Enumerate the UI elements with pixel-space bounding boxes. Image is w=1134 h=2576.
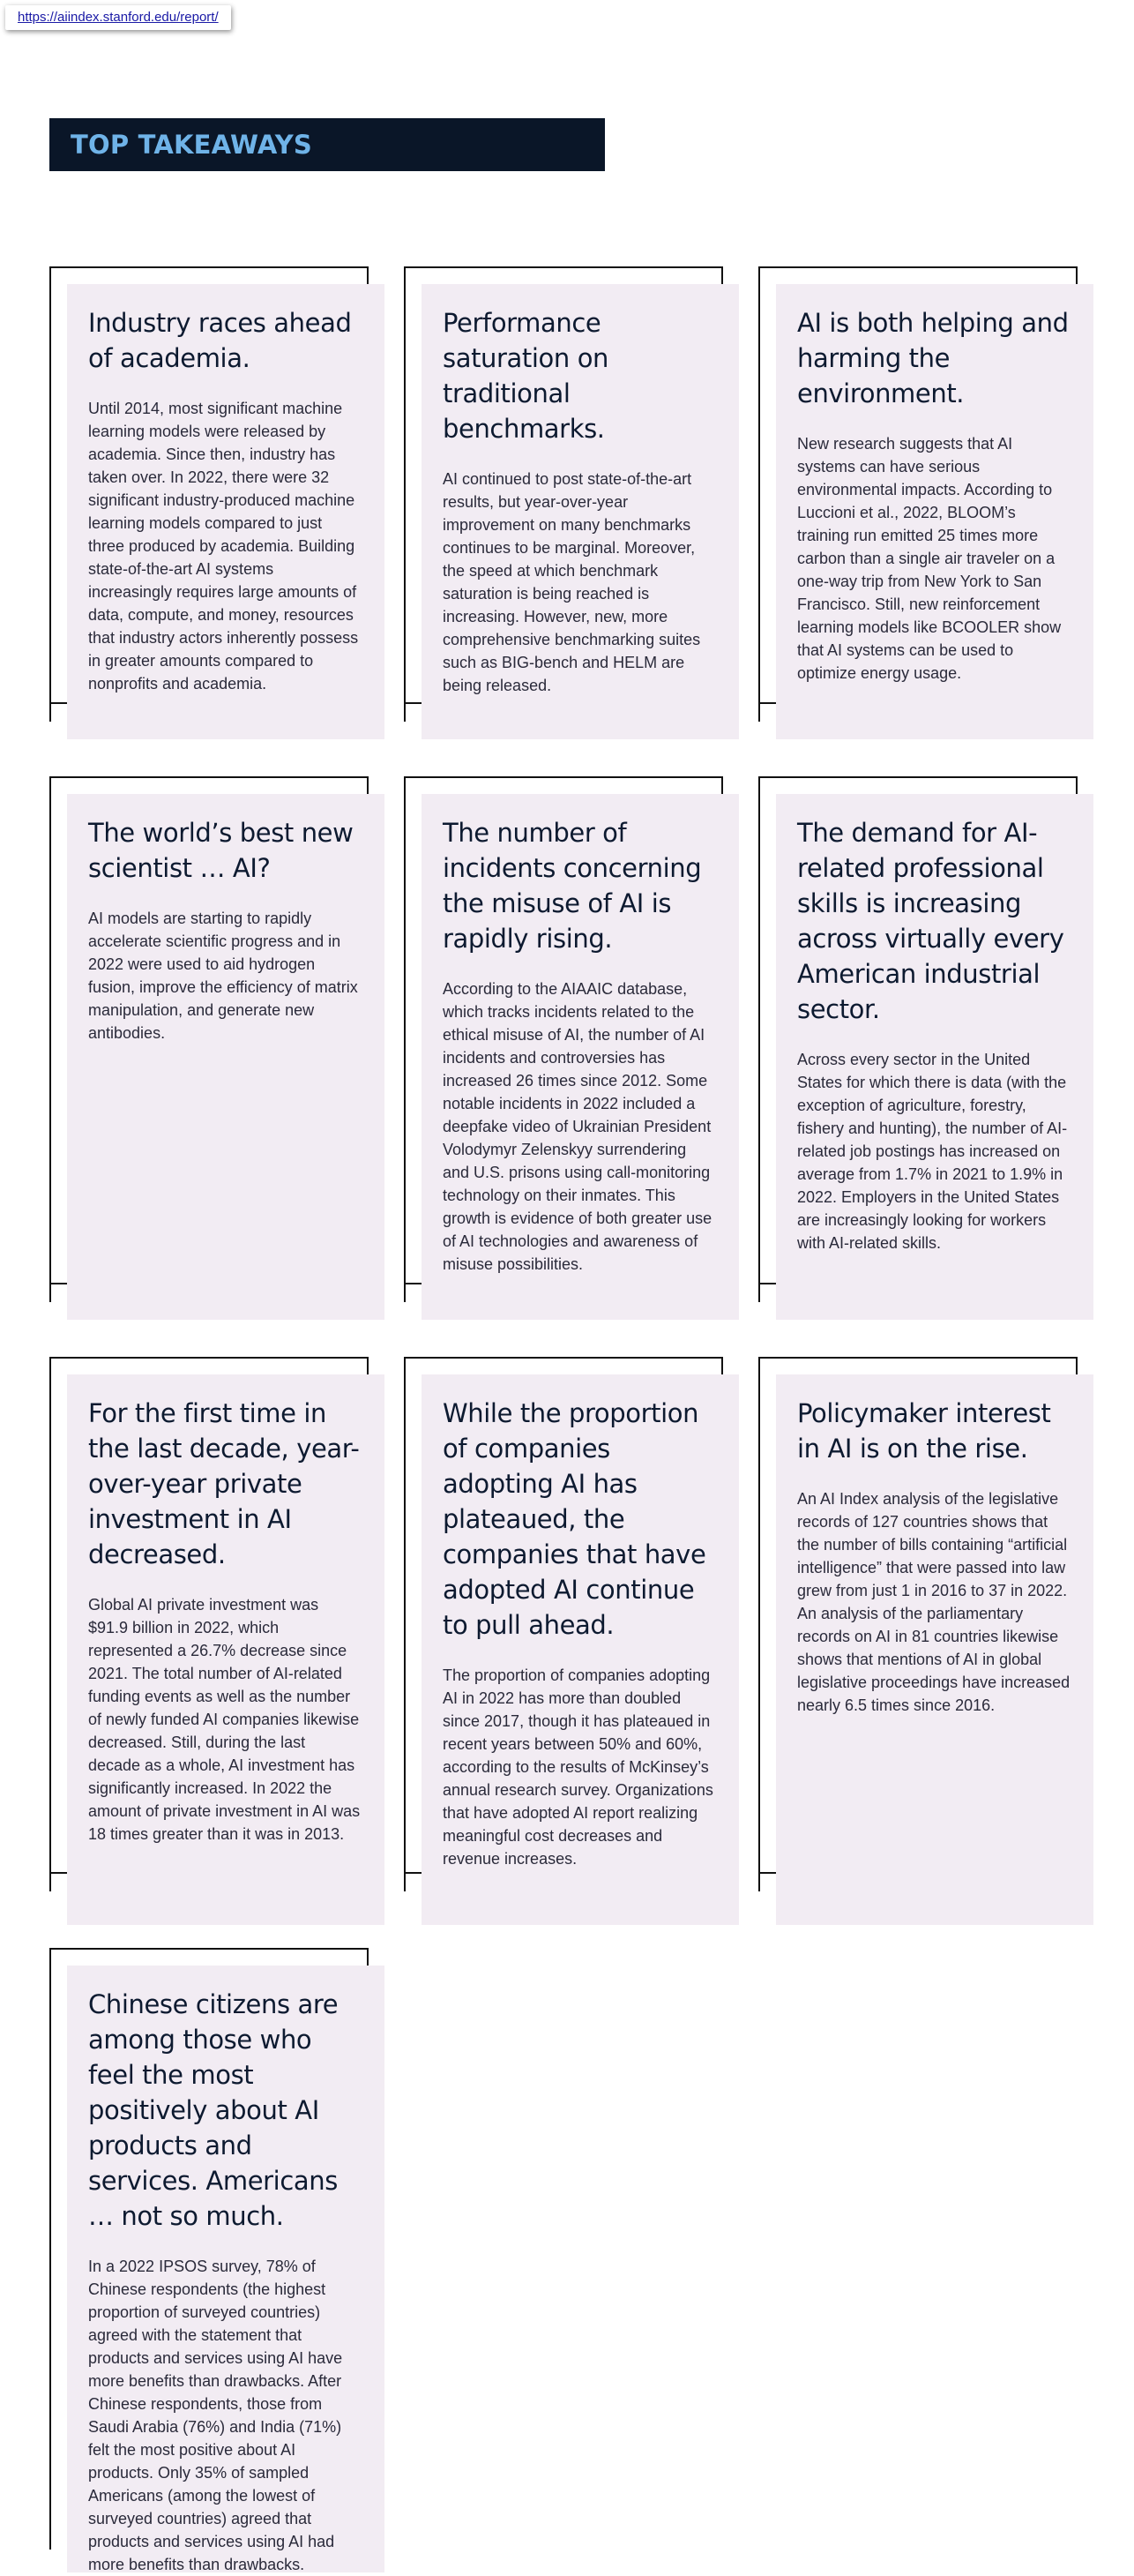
card-body: Until 2014, most significant machine learning models were released by academia. Since then, industry has taken over. In 2022, there were 32 significant industry-produced machine learning models compared to just three produced by academia. Building state-of-the-art AI systems increasingly requires large amounts of data, compute, and money, resources that industry actors inherently possess in greater amounts compared to nonprofits and academia. (88, 400, 359, 693)
card-body: The proportion of companies adopting AI in 2022 has more than doubled since 2017, though it has plateaued in recent years between 50% and 60%, according to the results of McKinsey’s annual research survey. Organizations that have adopted AI report realizing meaningful cost decreases and revenue increases. (443, 1666, 713, 1868)
card-panel (422, 284, 739, 739)
card-title: For the first time in the last decade, year-over-year private investment in AI decreased. (88, 1398, 360, 1569)
card-panel (422, 1374, 739, 1925)
card-body: Across every sector in the United States for which there is data (with the exception of agriculture, forestry, fishery and hunting), the number of AI-related job postings has increased on average from 1.7% in 2021 to 1.9% in 2022. Employers in the United States are increasingly looking for workers with AI-related skills. (797, 1051, 1068, 1252)
card-panel (67, 284, 384, 739)
section-title: TOP TAKEAWAYS (71, 130, 313, 160)
card-panel (67, 1966, 384, 2572)
card-panel (776, 1374, 1093, 1925)
card-frame-tick (404, 1283, 423, 1284)
card-body: AI models are starting to rapidly accelerate scientific progress and in 2022 were used to aid hydrogen fusion, improve the efficiency of matrix manipulation, and generate new antibodies. (88, 910, 358, 1042)
source-url-link[interactable]: https://aiindex.stanford.edu/report/ (5, 5, 231, 30)
card-frame-tick (49, 702, 69, 704)
card-title: Performance saturation on traditional benchmarks. (443, 308, 609, 444)
card-frame-tick (404, 702, 423, 704)
card-body: New research suggests that AI systems can have serious environmental impacts. According to Luccioni et al., 2022, BLOOM’s training run emitted 25 times more carbon than a single air traveler on a one-way trip from New York to San Francisco. Still, new reinforcement learning models like BCOOLER show that AI systems can be used to optimize energy usage. (797, 435, 1062, 682)
card-body: An AI Index analysis of the legislative records of 127 countries shows that the number of bills containing “artificial intelligence” that were passed into law grew from just 1 in 2016 to 37 in 2022. An analysis of the parliamentary records on AI in 81 countries likewise shows that mentions of AI in global legislative proceedings have increased nearly 6.5 times since 2016. (797, 1490, 1071, 1714)
card-title: The world’s best new scientist … AI? (88, 818, 354, 883)
card-title: Chinese citizens are among those who feel the most positively about AI products and services. Americans … not so much. (88, 1989, 339, 2231)
card-frame-tick (758, 702, 778, 704)
card-frame-tick (49, 1872, 69, 1874)
section-header (49, 118, 605, 171)
card-frame-tick (758, 1872, 778, 1874)
card-body: Global AI private investment was $91.9 billion in 2022, which represented a 26.7% decrease since 2021. The total number of AI-related funding events as well as the number of newly funded AI companies likewise decreased. Still, during the last decade as a whole, AI investment has significantly increased. In 2022 the amount of private investment in AI was 18 times greater than it was in 2013. (88, 1596, 361, 1843)
card-panel (776, 284, 1093, 739)
card-body: In a 2022 IPSOS survey, 78% of Chinese respondents (the highest proportion of surveyed countries) agreed with the statement that products and services using AI have more benefits than drawbacks. After Chinese respondents, those from Saudi Arabia (76%) and India (71%) felt the most positive about AI products. Only 35% of sampled Americans (among the lowest of surveyed countries) agreed that products and services using AI had more benefits than drawbacks. (88, 2258, 343, 2573)
card-panel (67, 794, 384, 1320)
card-frame-tick (49, 1283, 69, 1284)
card-body: AI continued to post state-of-the-art results, but year-over-year improvement on many benchmarks continues to be marginal. Moreover, the speed at which benchmark saturation is being reached is increasing. However, new, more comprehensive benchmarking suites such as BIG-bench and HELM are being released. (443, 470, 701, 694)
card-title: The demand for AI-related professional skills is increasing across virtually every American industrial sector. (797, 818, 1064, 1024)
card-body: According to the AIAAIC database, which tracks incidents related to the ethical misuse of AI, the number of AI incidents and controversies has increased 26 times since 2012. Some notable incidents in 2022 included a deepfake video of Ukrainian President Volodymyr Zelenskyy surrendering and U.S. prisons using call-monitoring technology on their inmates. This growth is evidence of both greater use of AI technologies and awareness of misuse possibilities. (443, 980, 712, 1273)
card-frame-tick (758, 1283, 778, 1284)
card-title: AI is both helping and harming the environment. (797, 308, 1069, 408)
card-title: While the proportion of companies adopting AI has plateaued, the companies that have adopted AI continue to pull ahead. (443, 1398, 706, 1640)
card-panel (776, 794, 1093, 1320)
card-title: The number of incidents concerning the misuse of AI is rapidly rising. (443, 818, 702, 954)
card-title: Industry races ahead of academia. (88, 308, 352, 373)
card-panel (422, 794, 739, 1320)
card-frame-tick (404, 1872, 423, 1874)
card-title: Policymaker interest in AI is on the rise. (797, 1398, 1051, 1464)
card-panel (67, 1374, 384, 1925)
